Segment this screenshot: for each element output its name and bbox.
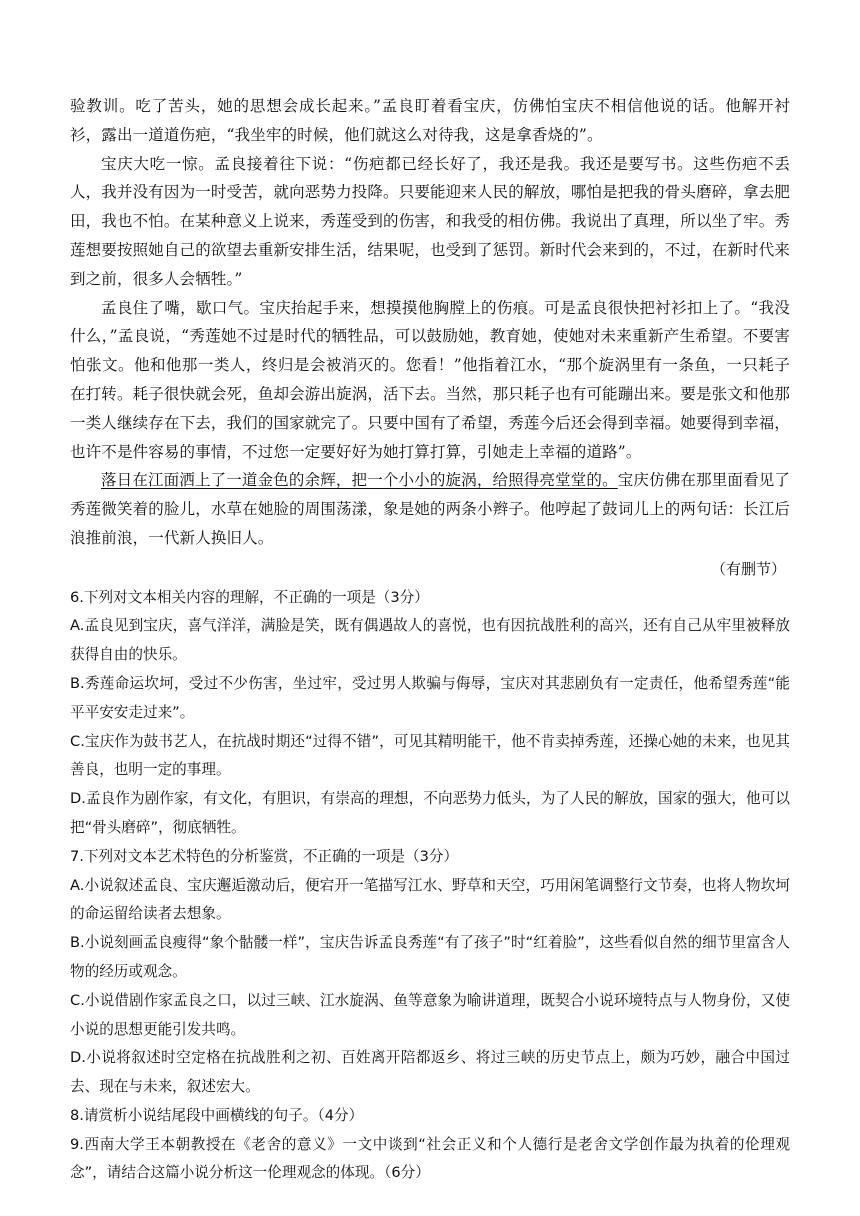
question-7-option-a: A.小说叙述孟良、宝庆邂逅激动后，便宕开一笔描写江水、野草和天空，巧用闲笔调整行文节奏，也将人物坎坷的命运留给读者去想象。 bbox=[70, 876, 790, 923]
story-paragraph-1: 验教训。吃了苦头，她的思想会成长起来。”孟良盯着看宝庆，仿佛怕宝庆不相信他说的话。他解开衬衫，露出一道道伤疤，“我坐牢的时候，他们就这么对待我，这是拿香烧的”。 bbox=[70, 97, 790, 144]
question-7-option-d: D.小说将叙述时空定格在抗战胜利之初、百姓离开陪都返乡、将过三峡的历史节点上，颇为巧妙，融合中国过去、现在与未来，叙述宏大。 bbox=[70, 1049, 790, 1096]
question-6-option-a: A.孟良见到宝庆，喜气洋洋，满脸是笑，既有偶遇故人的喜悦，也有因抗战胜利的高兴，还有自己从牢里被释放获得自由的快乐。 bbox=[70, 617, 790, 664]
story-paragraph-4-rest: 宝庆仿佛在那里面看见了秀莲微笑着的脸儿，水草在她脸的周围荡漾，象是她的两条小辫子。他哼起了鼓词儿上的两句话：长江后浪推前浪，一代新人换旧人。 bbox=[70, 471, 791, 547]
question-7-option-c: C.小说借剧作家孟良之口，以过三峡、江水旋涡、鱼等意象为喻讲道理，既契合小说环境特点与人物身份，又使小说的思想更能引发共鸣。 bbox=[70, 991, 790, 1038]
story-excerpt bbox=[70, 92, 790, 553]
question-6-option-c: C.宝庆作为鼓书艺人，在抗战时期还“过得不错”，可见其精明能干，他不肯卖掉秀莲，还操心她的未来，也见其善良，也明一定的事理。 bbox=[70, 732, 790, 779]
abridged-note: （有删节） bbox=[710, 559, 786, 578]
question-list bbox=[70, 584, 790, 1189]
story-paragraph-2: 宝庆大吃一惊。孟良接着往下说：“伤疤都已经长好了，我还是我。我还是要写书。这些伤疤不丢人，我并没有因为一时受苦，就向恶势力投降。只要能迎来人民的解放，哪怕是把我的骨头磨碎，拿去肥田，我也不怕。在某种意义上说来，秀莲受到的伤害，和我受的相仿佛。我说出了真理，所以坐了牢。秀莲想要按照她自己的欲望去重新安排生活，结果呢，也受到了惩罚。新时代会来到的，不过，在新时代来到之前，很多人会牺牲。” bbox=[70, 154, 790, 288]
question-6: 6.下列对文本相关内容的理解，不正确的一项是（3分） bbox=[70, 588, 429, 606]
exam-page bbox=[70, 92, 790, 1188]
question-6-option-b: B.秀莲命运坎坷，受过不少伤害，坐过牢，受过男人欺骗与侮辱，宝庆对其悲剧负有一定责任，他希望秀莲“能平平安安走过来”。 bbox=[70, 674, 790, 721]
underlined-sentence: 落日在江面洒上了一道金色的余辉，把一个小小的旋涡，给照得亮堂堂的。 bbox=[101, 471, 618, 490]
story-paragraph-3: 孟良住了嘴，歇口气。宝庆抬起手来，想摸摸他胸膛上的伤痕。可是孟良很快把衬衫扣上了。“我没什么，”孟良说，“秀莲她不过是时代的牺牲品，可以鼓励她，教育她，使她对未来重新产生希望。不要害怕张文。他和他那一类人，终归是会被消灭的。您看！”他指着江水，“那个旋涡里有一条鱼，一只耗子在打转。耗子很快就会死，鱼却会游出旋涡，活下去。当然，那只耗子也有可能蹦出来。要是张文和他那一类人继续存在下去，我们的国家就完了。只要中国有了希望，秀莲今后还会得到幸福。她要得到幸福，也许不是件容易的事情，不过您一定要好好为她打算打算，引她走上幸福的道路”。 bbox=[70, 298, 790, 461]
story-paragraph-4 bbox=[70, 466, 790, 552]
question-9: 9.西南大学王本朝教授在《老舍的意义》一文中谈到“社会正义和个人德行是老舍文学创作最为执着的伦理观念”，请结合这篇小说分析这一伦理观念的体现。（6分） bbox=[70, 1135, 790, 1182]
question-8: 8.请赏析小说结尾段中画横线的句子。（4分） bbox=[70, 1106, 364, 1124]
question-7: 7.下列对文本艺术特色的分析鉴赏，不正确的一项是（3分） bbox=[70, 847, 459, 865]
question-7-option-b: B.小说刻画孟良瘦得“象个骷髅一样”，宝庆告诉孟良秀莲“有了孩子”时“红着脸”，这些看似自然的细节里富含人物的经历或观念。 bbox=[70, 934, 790, 980]
question-6-option-d: D.孟良作为剧作家，有文化，有胆识，有崇高的理想，不向恶势力低头，为了人民的解放，国家的强大，他可以把“骨头磨碎”，彻底牺牲。 bbox=[70, 790, 790, 836]
